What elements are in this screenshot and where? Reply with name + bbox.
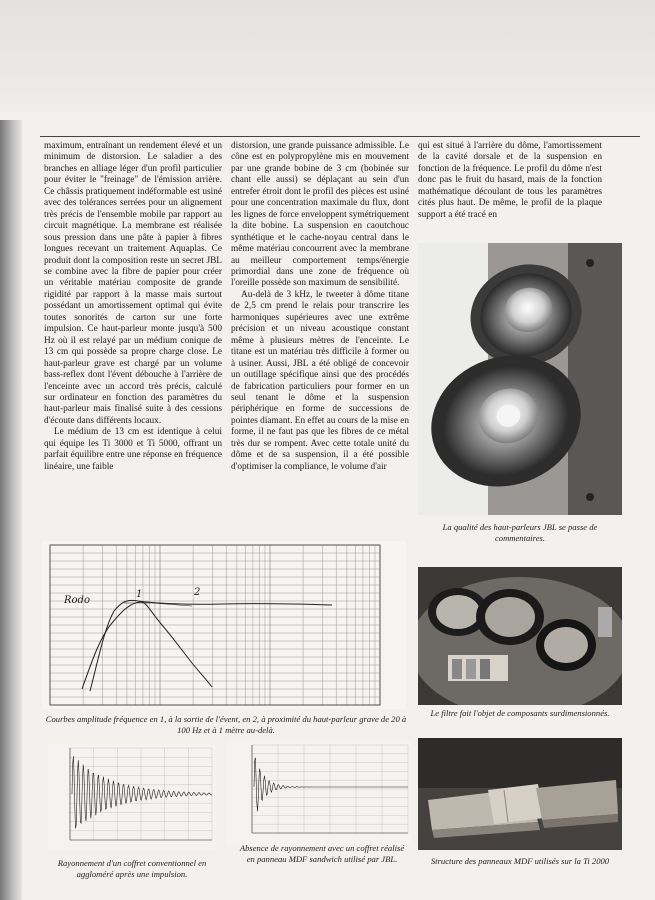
label-rodo: Rodo: [64, 595, 90, 606]
paragraph: distorsion, une grande puissance admissible. Le cône est en polypropylène mis en mouvement par une grande bobine de 3 cm (bobinée sur chant elle aussi) se déplaçant au sein d'un entrefer étroit dont le profil des pièces est usiné pour une concentration maximale du flux, dont les lignes de force enveloppent symétriquement la dite bobine. La suspension en caoutchouc synthétique et le cache-noyau central dans le même matériau concourrent avec la membrane au meilleur comportement temps/énergie primordial dans une zone de fréquence où l'oreille possède son maximum de sensibilité.: [231, 141, 409, 289]
paragraph: qui est situé à l'arrière du dôme, l'amortissement de la cavité dorsale et de la suspension en fonction de la fréquence. Le profil du dôme n'est donc pas le fruit du hasard, mais de la fonction mathématique découlant de tous les paramètres cités plus haut. De même, le profil de la plaque support a été tracé en: [418, 141, 602, 220]
mdf-caption: Absence de rayonnement avec un coffret réalisé en panneau MDF sandwich utilisé par JBL.: [239, 843, 405, 864]
mdf-panels-caption: Structure des panneaux MDF utilisés sur la Ti 2000: [430, 856, 610, 866]
article-column-3: [418, 141, 602, 221]
label-curve-2: 2: [194, 587, 201, 598]
page-spine-shadow: [0, 120, 22, 900]
mdf-impulse-graph: [226, 741, 412, 845]
paragraph: Le médium de 13 cm est identique à celui qui équipe les Ti 3000 et Ti 5000, offrant un parfait équilibre entre une réponse en fréquence linéaire, une faible: [44, 427, 222, 472]
filter-caption: Le filtre fait l'objet de composants surdimensionnés.: [430, 708, 610, 718]
conventional-caption: Rayonnement d'un coffret conventionnel en aggloméré après une impulsion.: [57, 858, 207, 879]
article-column-2: [231, 141, 409, 473]
speakers-photo: [418, 243, 622, 515]
top-rule: [40, 136, 640, 137]
paragraph: Au-delà de 3 kHz, le tweeter à dôme titane de 2,5 cm prend le relais pour transcrire les harmoniques supérieures avec une extrême précision et un niveau acoustique constant même à plusieurs mètres de l'enceinte. Le titane est un matériau très difficile à former ou à usiner. Aussi, JBL a été obligé de concevoir un outillage spécifique ainsi que des procédés de fabrication particuliers pour former en un seul tenant le dôme et la suspension périphérique en forme de successions de pointes diamant. En effet au cours de la mise en forme, il ne faut pas que les fibres de ce métal très dur se rompent. Avec cette totale unité du dôme et de sa suspension, il a été possible d'optimiser la compliance, le volume d'air: [231, 289, 409, 472]
page-top-shadow: [0, 0, 655, 112]
label-curve-1: 1: [136, 589, 143, 600]
frequency-response-caption: Courbes amplitude fréquence en 1, à la sortie de l'évent, en 2, à proximité du haut-parleur grave de 20 à 100 Hz et à 1 mètre au-delà.: [45, 714, 407, 735]
speakers-caption: La qualité des haut-parleurs JBL se passe de commentaires.: [442, 522, 598, 543]
conventional-impulse-graph: [48, 744, 216, 850]
paragraph: maximum, entraînant un rendement élevé et un minimum de distorsion. Le saladier a des branches en alliage léger d'un profil particulier pour éviter le "freinage" de l'émission arrière. Ce châssis pratiquement indéformable est usiné avec des tolérances serrées pour un alignement très précis de l'ensemble mobile par rapport au circuit magnétique. La membrane est réalisée sous pression dans une pâte à papier à fibres longues recevant un traitement Aquaplas. Ce produit dont la composition reste un secret JBL se combine avec la fibre de papier pour créer un véritable matériau composite de grande rigidité par rapport à la masse mais surtout possédant un amortissement optimal qui évite toutes sonorités de carton sur une forte impulsion. Ce haut-parleur monte jusqu'à 500 Hz où il est relayé par un médium conique de 13 cm qui possède sa propre charge close. Le haut-parleur grave est chargé par un volume bass-reflex dont l'évent débouche à l'arrière de l'enceinte avec un accord très précis, calculé sur ordinateur en fonction des paramètres du haut-parleur mais finalisé suite à des cessions d'écoute dans différents locaux.: [44, 141, 222, 426]
filter-photo: [418, 567, 622, 705]
article-column-1: [44, 141, 222, 473]
frequency-response-graph: [42, 541, 406, 709]
mdf-panels-photo: [418, 738, 622, 850]
